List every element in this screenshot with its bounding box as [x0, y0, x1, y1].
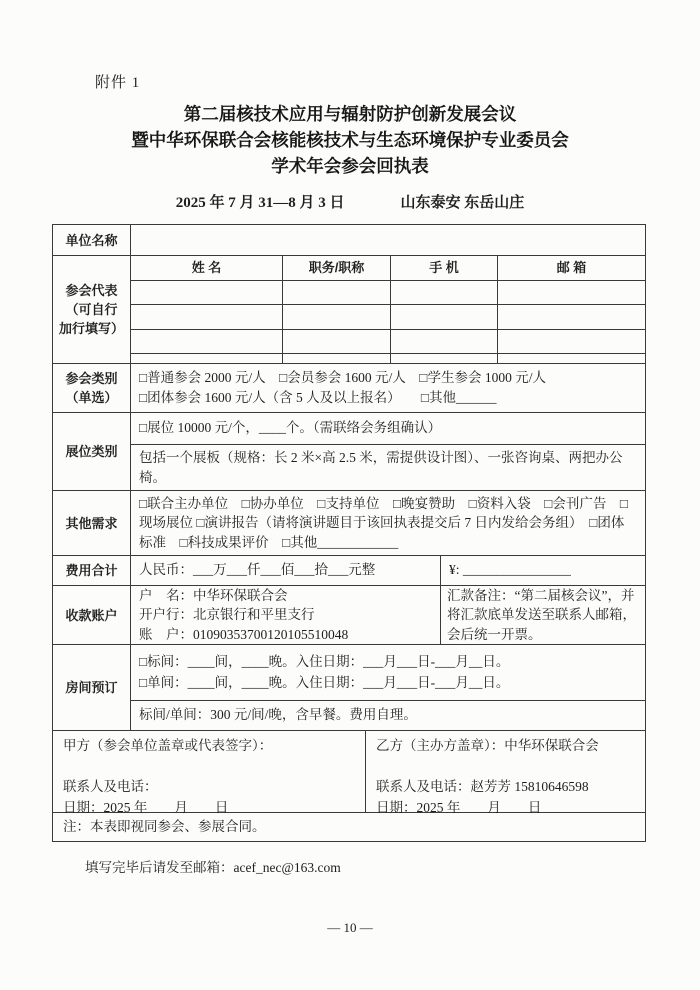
- row-signatures: [53, 731, 645, 813]
- empty-cell: [498, 330, 645, 353]
- room-note-row: [131, 701, 645, 730]
- column-header-name: 姓 名: [131, 256, 283, 280]
- fee-amount-figures: ¥: ________________: [449, 562, 571, 578]
- empty-cell: [391, 354, 498, 363]
- row-booth: [53, 413, 645, 491]
- category-options-line1: □普通参会 2000 元/人 □会员参会 1600 元/人 □学生参会 1000 元/人: [139, 369, 546, 385]
- row-category: [53, 364, 645, 413]
- empty-cell: [131, 305, 283, 329]
- category-label-line2: （单选）: [65, 390, 118, 405]
- delegates-label: [53, 256, 131, 363]
- party-a-cell: [53, 731, 366, 815]
- delegates-empty-row: [131, 354, 645, 363]
- delegates-header-row: [131, 256, 645, 281]
- delegates-empty-row: [131, 281, 645, 305]
- empty-cell: [131, 281, 283, 304]
- row-room-booking: [53, 645, 645, 731]
- category-label-line1: 参会类别: [65, 371, 118, 386]
- fee-amount-words: 人民币：___万___仟___佰___拾___元整: [139, 562, 376, 578]
- delegates-label-line3: 加行填写）: [58, 321, 124, 336]
- booth-option: □展位 10000 元/个，____个。（需联络会务组确认）: [139, 420, 442, 436]
- delegates-empty-row: [131, 305, 645, 330]
- booth-option-row: [131, 413, 645, 445]
- page-number: — 10 —: [327, 920, 373, 935]
- row-total-fee: [53, 556, 645, 586]
- row-unit-name: [53, 225, 645, 256]
- title-line-3: 学术年会参会回执表: [271, 156, 429, 176]
- booth-label: 展位类别: [53, 413, 131, 490]
- empty-cell: [283, 305, 391, 329]
- fee-words-cell: [131, 556, 441, 585]
- fee-figures-cell: [441, 556, 645, 585]
- room-booking-label: 房间预订: [53, 645, 131, 730]
- contract-note: 注：本表即视同参会、参展合同。: [63, 818, 266, 834]
- title-line-2: 暨中华环保联合会核能核技术与生态环境保护专业委员会: [131, 130, 569, 150]
- attachment-label: 附件 1: [95, 75, 141, 91]
- category-label: [53, 364, 131, 412]
- account-number: 账 户：01090353700120105510048: [139, 626, 349, 642]
- room-price-note: 标间/单间：300 元/间/晚，含早餐。费用自理。: [139, 707, 417, 723]
- delegates-empty-row: [131, 330, 645, 354]
- party-b-date: 日期：2025 年 月 日: [376, 800, 542, 815]
- remit-remark: 汇款备注：“第二届核会议”，并将汇款底单发送至联系人邮箱，会后统一开票。: [447, 587, 636, 642]
- unit-name-label: 单位名称: [53, 225, 131, 255]
- event-date-venue: [0, 192, 700, 215]
- account-holder: 户 名：中华环保联合会: [139, 587, 288, 603]
- event-venue: 山东泰安 东岳山庄: [400, 195, 525, 211]
- party-a-title: 甲方（参会单位盖章或代表签字）：: [63, 738, 273, 753]
- registration-form-table: [52, 224, 646, 842]
- title-line-1: 第二届核技术应用与辐射防护创新发展会议: [183, 104, 517, 124]
- account-bank: 开户行：北京银行和平里支行: [139, 607, 315, 623]
- empty-cell: [391, 305, 498, 329]
- total-fee-label: 费用合计: [53, 556, 131, 585]
- empty-cell: [498, 305, 645, 329]
- remit-remark-cell: [441, 586, 645, 644]
- room-options-row: [131, 645, 645, 701]
- column-header-position: 职务/职称: [283, 256, 391, 280]
- spacer: [376, 756, 635, 776]
- delegates-label-line1: 参会代表: [65, 283, 118, 298]
- party-a-contact: 联系人及电话：: [63, 779, 158, 794]
- party-a-date: 日期：2025 年 月 日: [63, 800, 229, 815]
- other-needs-options: □联合主办单位 □协办单位 □支持单位 □晚宴赞助 □资料入袋 □会刊广告 □现场展位 □演讲报告（请将演讲题目于该回执表提交后 7 日内发给会务组） □团体标准 □科技成果评价 □其他____________: [139, 495, 629, 550]
- other-needs-label: 其他需求: [53, 491, 131, 555]
- row-account: [53, 586, 645, 645]
- empty-cell: [498, 281, 645, 304]
- document-title: [0, 101, 700, 179]
- empty-cell: [498, 354, 645, 363]
- booth-note-row: [131, 445, 645, 490]
- empty-cell: [391, 281, 498, 304]
- party-b-title: 乙方（主办方盖章）：中华环保联合会: [376, 738, 599, 753]
- empty-cell: [283, 281, 391, 304]
- spacer: [63, 756, 355, 776]
- delegates-label-line2: （可自行: [65, 302, 118, 317]
- account-label: 收款账户: [53, 586, 131, 644]
- party-b-cell: [366, 731, 645, 815]
- empty-cell: [131, 330, 283, 353]
- room-option-single: □单间：____间，____晚。入住日期：___月___日-___月__日。: [139, 674, 510, 690]
- room-option-standard: □标间：____间，____晚。入住日期：___月___日-___月__日。: [139, 654, 510, 670]
- column-header-mobile: 手 机: [391, 256, 498, 280]
- unit-name-value: [131, 237, 645, 243]
- empty-cell: [131, 354, 283, 363]
- submission-email-note: 填写完毕后请发至邮箱：acef_nec@163.com: [85, 860, 341, 875]
- event-date: 2025 年 7 月 31—8 月 3 日: [175, 195, 345, 211]
- column-header-email: 邮 箱: [556, 260, 587, 276]
- booth-note: 包括一个展板（规格：长 2 米×高 2.5 米，需提供设计图）、一张咨询桌、两把办公椅。: [139, 450, 623, 485]
- row-delegates: [53, 256, 645, 364]
- category-options-line2: □团体参会 1600 元/人（含 5 人及以上报名） □其他______: [139, 390, 497, 405]
- empty-cell: [391, 330, 498, 353]
- party-b-contact: 联系人及电话：赵芳芳 15810646598: [376, 779, 589, 794]
- empty-cell: [283, 330, 391, 353]
- account-details-cell: [131, 586, 441, 644]
- empty-cell: [283, 354, 391, 363]
- row-other-needs: [53, 491, 645, 556]
